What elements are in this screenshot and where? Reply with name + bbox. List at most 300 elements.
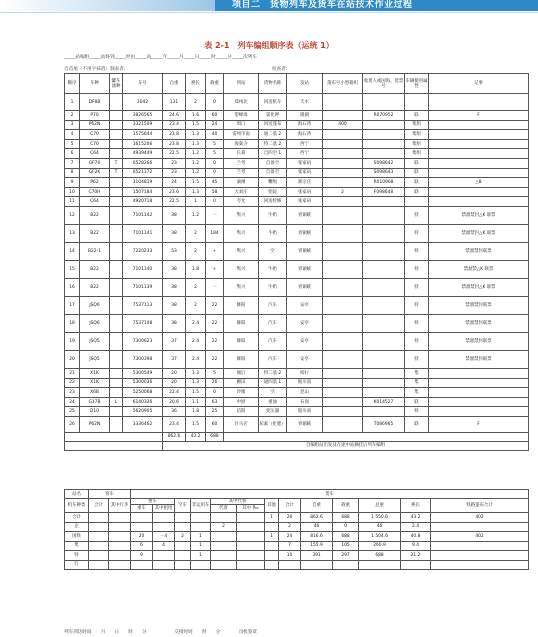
table-cell: 汽车: [259, 314, 287, 332]
table-cell: 兰考: [224, 168, 259, 178]
table-cell: 5: [206, 368, 224, 378]
table-cell: [109, 522, 131, 532]
table-cell: [323, 206, 363, 224]
table-cell: [363, 314, 405, 332]
table-cell: 5250068: [123, 388, 163, 398]
summary-row: [65, 513, 529, 523]
table-cell: [110, 178, 123, 188]
table-cell: 17: [65, 296, 80, 314]
table-cell: 46: [359, 522, 401, 532]
table-cell: B22: [80, 206, 110, 224]
table-cell: [429, 158, 529, 168]
table-cell: [323, 94, 363, 111]
column-header: 合计: [89, 499, 109, 513]
table-cell: 舞阳: [224, 350, 259, 368]
table-cell: R010968: [363, 178, 405, 188]
table-row: [65, 388, 529, 398]
table-cell: 36: [163, 407, 186, 417]
table-cell: 海棠寺: [224, 139, 259, 149]
table-cell: [109, 513, 131, 523]
table-cell: 184: [206, 224, 224, 242]
table-cell: 5: [206, 149, 224, 159]
table-cell: 集组: [405, 139, 429, 149]
table-cell: 4920718: [123, 197, 163, 207]
table-cell: [323, 260, 363, 278]
table-cell: [110, 111, 123, 121]
table-cell: 2: [65, 111, 80, 121]
table-cell: [109, 532, 131, 542]
table-cell: 甘马店: [224, 416, 259, 432]
table-cell: 12: [65, 206, 80, 224]
table-cell: F: [429, 111, 529, 121]
table-cell: 望峰岗: [224, 111, 259, 121]
table-cell: [431, 551, 529, 561]
table-cell: 汽车: [259, 332, 287, 350]
summary-row: [65, 551, 529, 561]
table-cell: 3: [65, 120, 80, 130]
table-cell: 23: [163, 158, 186, 168]
summary-row: [65, 532, 529, 542]
table-cell: [89, 532, 109, 542]
table-cell: [429, 397, 529, 407]
table-cell: 24: [206, 120, 224, 130]
table-cell: 9: [131, 551, 153, 561]
table-cell: [429, 187, 529, 197]
table-row: [65, 187, 529, 197]
table-cell: 6: [131, 541, 153, 551]
table-cell: 闻后: [224, 368, 259, 378]
train-info-line: _____站编组_____站终到_____经由_____站_____年_____月_____日_____时_____分_____次列车: [64, 55, 257, 60]
table-cell: 38: [163, 278, 186, 296]
table-cell: 联: [405, 416, 429, 432]
table-cell: 1.8: [186, 260, 206, 278]
table-cell: 23.8: [163, 139, 186, 149]
column-header: 车号: [123, 74, 163, 94]
table-cell: 夸允: [224, 197, 259, 207]
table-cell: [333, 560, 359, 570]
table-cell: 0: [333, 522, 359, 532]
table-cell: 1.5: [186, 178, 206, 188]
table-cell: [363, 149, 405, 159]
table-cell: [323, 139, 363, 149]
table-cell: [175, 541, 191, 551]
table-cell: 禁溜禁封△K 联票: [429, 206, 529, 224]
table-cell: 58: [206, 187, 224, 197]
table-cell: 联: [405, 168, 429, 178]
table-cell: [131, 513, 153, 523]
table-cell: [363, 197, 405, 207]
table-cell: [191, 560, 211, 570]
table-cell: [110, 416, 123, 432]
table-cell: 信阳: [224, 407, 259, 417]
table-cell: 2: [323, 187, 363, 197]
table-cell: 舞阳: [224, 296, 259, 314]
column-header: 自重: [163, 74, 186, 94]
table-cell: 1: [191, 541, 211, 551]
table-cell: 10: [65, 187, 80, 197]
table-cell: [110, 242, 123, 260]
table-cell: 张家码: [287, 158, 323, 168]
table-cell: [363, 224, 405, 242]
table-cell: [265, 541, 279, 551]
table-cell: 23: [163, 168, 186, 178]
table-cell: B22: [80, 278, 110, 296]
table-cell: 自四空 1: [259, 149, 287, 159]
banner-text: 项目二 货物列车及货车在站技术作业过程: [232, 0, 413, 10]
table-cell: 0: [206, 94, 224, 111]
table-row: [65, 139, 529, 149]
table-cell: JSQ6: [80, 296, 110, 314]
table-cell: [110, 296, 123, 314]
table-cell: 1.5: [186, 416, 206, 432]
table-cell: 郑州北: [224, 94, 259, 111]
table-cell: 联: [405, 178, 429, 188]
table-cell: 7101140: [123, 260, 163, 278]
table-cell: [401, 560, 431, 570]
column-header: 货车: [131, 490, 529, 499]
table-cell: 大刘庄: [224, 187, 259, 197]
table-cell: 国铁: [65, 532, 89, 542]
table-row: [65, 314, 529, 332]
table-cell: 20: [163, 378, 186, 388]
table-cell: [110, 260, 123, 278]
table-cell: 牛奶: [259, 278, 287, 296]
table-row: [65, 397, 529, 407]
preparer-label: 自首尾（不用字抹消）制表者：: [64, 67, 129, 72]
table-cell: 变压器: [259, 407, 287, 417]
table-header-row: [65, 74, 529, 94]
table-cell: 回送机车: [259, 94, 287, 111]
column-header: 自重: [301, 499, 333, 513]
table-cell: 11: [65, 197, 80, 207]
table-cell: 西宁: [287, 139, 323, 149]
table-cell: G17B: [80, 397, 110, 407]
table-cell: 张家码: [287, 168, 323, 178]
table-cell: 25: [206, 407, 224, 417]
column-header: 罐车油种: [110, 74, 123, 94]
table-cell: [323, 388, 363, 398]
table-cell: 0521172: [123, 168, 163, 178]
table-cell: [89, 560, 109, 570]
table-cell: 26: [279, 513, 301, 523]
table-cell: [363, 206, 405, 224]
table-cell: [89, 522, 109, 532]
preparer-line: [64, 66, 528, 72]
table-cell: [191, 522, 211, 532]
table-cell: [191, 513, 211, 523]
table-cell: X6B: [80, 388, 110, 398]
table-cell: 105: [333, 541, 359, 551]
table-cell: 企: [65, 522, 89, 532]
table-cell: 青铜峡: [287, 416, 323, 432]
table-cell: 7101141: [123, 224, 163, 242]
table-cell: 38: [163, 224, 186, 242]
table-cell: 7537108: [123, 314, 163, 332]
table-cell: B22-1: [80, 242, 110, 260]
table-cell: P62: [80, 178, 110, 188]
table-cell: [131, 522, 153, 532]
column-header: 重车: [131, 499, 175, 505]
table-cell: 60: [206, 416, 224, 432]
table-cell: C70: [80, 139, 110, 149]
table-cell: △8: [429, 178, 529, 188]
table-cell: [153, 560, 175, 570]
table-cell: 集: [405, 388, 429, 398]
summary-row: [65, 522, 529, 532]
table-row: [65, 111, 529, 121]
table-cell: F098648: [363, 187, 405, 197]
table-cell: JSQ5: [80, 350, 110, 368]
table-cell: 2: [279, 522, 301, 532]
table-cell: 21: [65, 368, 80, 378]
table-cell: 银川南: [287, 407, 323, 417]
arrival-footer: 列车到达时间 月 日 时 分 交接时间 时 分 司机签章: [64, 630, 257, 635]
table-cell: [110, 224, 123, 242]
table-cell: 1: [186, 197, 206, 207]
column-header: 顺序: [65, 74, 80, 94]
table-cell: P62N: [80, 416, 110, 432]
table-row: [65, 178, 529, 188]
table-cell: 6: [65, 149, 80, 159]
table-cell: [301, 560, 333, 570]
table-cell: 400: [323, 120, 363, 130]
table-cell: 3826565: [123, 111, 163, 121]
table-cell: 5: [206, 139, 224, 149]
table-cell: +: [206, 260, 224, 278]
table-cell: 西宁: [287, 149, 323, 159]
table-cell: 集组: [405, 149, 429, 159]
table-cell: 舞阳: [224, 314, 259, 332]
table-cell: [110, 350, 123, 368]
table-cell: 1.2: [186, 206, 206, 224]
table-cell: 45: [206, 178, 224, 188]
table-cell: [323, 130, 363, 140]
table-cell: 7101142: [123, 206, 163, 224]
table-cell: 0: [206, 158, 224, 168]
table-cell: [363, 139, 405, 149]
table-cell: [109, 560, 131, 570]
table-cell: 1507184: [123, 187, 163, 197]
table-cell: 10: [279, 551, 301, 561]
table-cell: 尿素（化肥）: [259, 416, 287, 432]
table-cell: [429, 139, 529, 149]
table-cell: [211, 551, 237, 561]
table-cell: [109, 551, 131, 561]
table-cell: [323, 368, 363, 378]
table-cell: [429, 197, 529, 207]
table-cell: 安亭: [287, 332, 323, 350]
table-cell: [363, 378, 405, 388]
table-cell: 18: [65, 314, 80, 332]
table-cell: [110, 407, 123, 417]
table-cell: 银川南: [287, 378, 323, 388]
table-cell: [237, 532, 265, 542]
banner-rule: [0, 12, 538, 13]
table-cell: D10: [80, 407, 110, 417]
table-cell: 石岗: [287, 397, 323, 407]
table-cell: 2.4: [401, 522, 431, 532]
table-cell: 2.4: [186, 350, 206, 368]
table-cell: 1.3: [186, 368, 206, 378]
summary-row: [65, 541, 529, 551]
table-cell: 空: [259, 242, 287, 260]
table-cell: [323, 407, 363, 417]
table-cell: 青铜峡: [287, 242, 323, 260]
table-cell: 禁溜禁封联票: [429, 242, 529, 260]
table-cell: [211, 560, 237, 570]
totals-row: [65, 432, 529, 441]
table-cell: [405, 94, 429, 111]
table-cell: [323, 242, 363, 260]
table-cell: 回送检修: [259, 197, 287, 207]
column-header: 其他: [265, 499, 279, 513]
column-header: 车辆使用属性: [405, 74, 429, 94]
table-cell: [65, 441, 163, 450]
table-cell: GF2K: [80, 168, 110, 178]
table-cell: 7537113: [123, 296, 163, 314]
table-cell: 23.8: [163, 130, 186, 140]
table-row: [65, 224, 529, 242]
table-cell: 2: [186, 224, 206, 242]
table-cell: [110, 149, 123, 159]
table-cell: [175, 522, 191, 532]
table-cell: [89, 551, 109, 561]
column-header: 合计: [279, 499, 301, 513]
table-cell: [429, 130, 529, 140]
table-cell: [363, 130, 405, 140]
table-cell: 2.4: [186, 332, 206, 350]
table-cell: 7300398: [123, 350, 163, 368]
table-cell: [153, 551, 175, 561]
table-cell: [237, 522, 265, 532]
table-cell: R070952: [363, 111, 405, 121]
table-cell: +: [206, 242, 224, 260]
table-cell: 张家码: [287, 187, 323, 197]
table-cell: [175, 513, 191, 523]
table-cell: 37: [163, 350, 186, 368]
table-cell: [110, 120, 123, 130]
table-row: [65, 94, 529, 111]
table-cell: 牛奶: [259, 224, 287, 242]
table-cell: 0: [206, 388, 224, 398]
table-cell: [431, 522, 529, 532]
table-cell: 2: [211, 522, 237, 532]
table-cell: －4: [153, 532, 175, 542]
table-cell: 4939449: [123, 149, 163, 159]
summary-row: [65, 560, 529, 570]
table-cell: 雷州市南: [224, 130, 259, 140]
table-cell: 2: [186, 296, 206, 314]
column-header: 发站: [287, 74, 323, 94]
column-header: 机车种类: [65, 499, 89, 513]
table-cell: 1.6: [186, 111, 206, 121]
column-header: 载重: [333, 499, 359, 513]
column-header: 客车: [89, 490, 131, 499]
table-cell: 688: [359, 551, 401, 561]
table-cell: S098643: [363, 168, 405, 178]
table-cell: 联: [405, 397, 429, 407]
table-cell: 131: [163, 94, 186, 111]
total-self-weight: 862.6: [163, 432, 186, 441]
table-cell: 特: [405, 206, 429, 224]
table-cell: B22: [80, 224, 110, 242]
table-cell: 1: [265, 532, 279, 542]
table-cell: [429, 378, 529, 388]
table-cell: 集: [65, 541, 89, 551]
table-cell: 4: [65, 130, 80, 140]
table-cell: [363, 350, 405, 368]
table-cell: 1.2: [186, 158, 206, 168]
table-row: [65, 168, 529, 178]
table-cell: 9: [65, 178, 80, 188]
table-cell: 23.4: [163, 120, 186, 130]
table-cell: 通四基 1: [259, 378, 287, 388]
table-row: [65, 158, 529, 168]
table-cell: 海石湾: [287, 130, 323, 140]
table-cell: 青铜峡: [287, 260, 323, 278]
table-cell: [363, 242, 405, 260]
table-cell: 5620905: [123, 407, 163, 417]
table-cell: 牛奶: [259, 260, 287, 278]
table-cell: 2: [186, 278, 206, 296]
table-cell: 空: [259, 388, 287, 398]
table-title: 表 2-1 列车编组顺序表（运统 1）: [204, 41, 334, 50]
table-cell: T: [110, 168, 123, 178]
table-row: [65, 407, 529, 417]
table-cell: 26: [206, 378, 224, 388]
table-cell: [431, 541, 529, 551]
table-cell: 40: [206, 130, 224, 140]
table-cell: [110, 130, 123, 140]
table-cell: 22.5: [163, 197, 186, 207]
table-cell: 圃田: [224, 378, 259, 388]
table-cell: 816.6: [301, 532, 333, 542]
table-cell: 8: [65, 168, 80, 178]
table-cell: 舞阳: [224, 332, 259, 350]
column-header: 总重: [359, 499, 401, 513]
subtitle-row: [65, 441, 529, 450]
column-header: 代客: [211, 505, 237, 513]
table-cell: 22: [206, 332, 224, 350]
table-cell: [429, 368, 529, 378]
table-row: [65, 350, 529, 368]
table-cell: [110, 206, 123, 224]
chapter-banner: [0, 0, 538, 15]
table-cell: 特: [405, 296, 429, 314]
table-cell: [323, 158, 363, 168]
table-cell: [110, 187, 123, 197]
table-cell: 沙塘: [224, 388, 259, 398]
column-header: 重车: [131, 505, 153, 513]
table-cell: 24: [279, 532, 301, 542]
table-cell: GF70: [80, 158, 110, 168]
table-cell: 2: [186, 242, 206, 260]
table-cell: 688: [333, 513, 359, 523]
table-cell: [323, 332, 363, 350]
table-cell: [363, 278, 405, 296]
table-cell: [363, 260, 405, 278]
table-cell: 22: [206, 296, 224, 314]
table-cell: 回送蓬布: [259, 120, 287, 130]
table-cell: C64: [80, 149, 110, 159]
column-header: 换长: [401, 499, 431, 513]
table-cell: [363, 407, 405, 417]
column-header: 站名: [65, 490, 89, 499]
table-cell: [175, 560, 191, 570]
table-row: [65, 130, 529, 140]
table-cell: 22: [206, 350, 224, 368]
table-cell: 24: [65, 397, 80, 407]
